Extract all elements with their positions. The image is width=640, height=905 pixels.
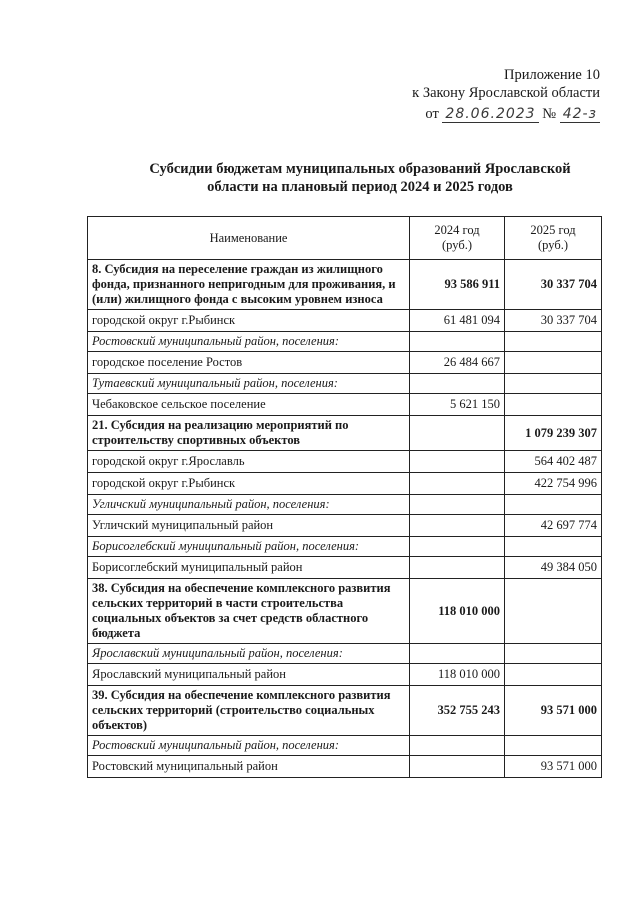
value-2024-cell: 26 484 667 (410, 352, 505, 374)
value-2024-cell: 118 010 000 (410, 579, 505, 644)
table-row (88, 557, 602, 579)
value-2025-cell (505, 374, 602, 394)
value-2024-cell (410, 332, 505, 352)
row-name-cell: Ростовский муниципальный район, поселения: (88, 736, 410, 756)
title-line-1: Субсидии бюджетам муниципальных образований Ярославской (149, 161, 571, 177)
value-2024-cell (410, 557, 505, 579)
value-2025-cell (505, 352, 602, 374)
row-name-cell: Чебаковское сельское поселение (88, 394, 410, 416)
table-row (88, 310, 602, 332)
handwritten-number: 42-з (560, 106, 600, 123)
row-name-cell: 21. Субсидия на реализацию мероприятий по строительству спортивных объектов (88, 416, 410, 451)
number-sign: № (542, 106, 557, 122)
appendix-header (412, 66, 600, 123)
value-2024-cell: 61 481 094 (410, 310, 505, 332)
row-name-cell: Угличский муниципальный район, поселения: (88, 495, 410, 515)
document-title (110, 160, 610, 196)
appendix-law-ref: к Закону Ярославской области (412, 85, 600, 101)
value-2024-cell: 118 010 000 (410, 664, 505, 686)
row-name-cell: Тутаевский муниципальный район, поселения: (88, 374, 410, 394)
table-header-row (88, 217, 602, 260)
value-2024-cell (410, 756, 505, 778)
value-2025-cell (505, 736, 602, 756)
table-subheader-row (88, 495, 602, 515)
value-2025-cell (505, 644, 602, 664)
value-2024-cell (410, 515, 505, 537)
value-2025-cell: 93 571 000 (505, 756, 602, 778)
value-2024-cell: 352 755 243 (410, 686, 505, 736)
value-2024-cell: 5 621 150 (410, 394, 505, 416)
table-section-row (88, 579, 602, 644)
row-name-cell: городской округ г.Ярославль (88, 451, 410, 473)
value-2025-cell: 422 754 996 (505, 473, 602, 495)
table-subheader-row (88, 332, 602, 352)
table-row (88, 394, 602, 416)
row-name-cell: городской округ г.Рыбинск (88, 473, 410, 495)
row-name-cell: Ростовский муниципальный район, поселения: (88, 332, 410, 352)
col-header-name: Наименование (88, 217, 410, 260)
col-header-2024: 2024 год (руб.) (410, 217, 505, 260)
row-name-cell: 8. Субсидия на переселение граждан из жилищного фонда, признанного непригодным для проживания, и (или) жилищного фонда с высоким уровнем износа (88, 260, 410, 310)
row-name-cell: Борисоглебский муниципальный район (88, 557, 410, 579)
value-2025-cell: 30 337 704 (505, 310, 602, 332)
value-2025-cell (505, 394, 602, 416)
table-row (88, 473, 602, 495)
value-2025-cell: 42 697 774 (505, 515, 602, 537)
value-2024-cell (410, 451, 505, 473)
appendix-number: Приложение 10 (504, 67, 600, 83)
value-2024-cell (410, 374, 505, 394)
row-name-cell: Борисоглебский муниципальный район, поселения: (88, 537, 410, 557)
table-row (88, 664, 602, 686)
value-2024-cell (410, 644, 505, 664)
table-row (88, 515, 602, 537)
table-body (88, 260, 602, 778)
value-2025-cell (505, 579, 602, 644)
table-section-row (88, 686, 602, 736)
appendix-date-line (412, 105, 600, 123)
value-2024-cell (410, 537, 505, 557)
value-2024-cell: 93 586 911 (410, 260, 505, 310)
title-line-2: области на плановый период 2024 и 2025 годов (207, 179, 513, 195)
value-2024-cell (410, 473, 505, 495)
row-name-cell: Ярославский муниципальный район (88, 664, 410, 686)
table-section-row (88, 260, 602, 310)
row-name-cell: 38. Субсидия на обеспечение комплексного развития сельских территорий в части строительства социальных объектов за счет средств областного бюджета (88, 579, 410, 644)
row-name-cell: городской округ г.Рыбинск (88, 310, 410, 332)
table-row (88, 451, 602, 473)
date-prefix: от (425, 106, 439, 122)
table-section-row (88, 416, 602, 451)
value-2024-cell (410, 416, 505, 451)
table-row (88, 352, 602, 374)
row-name-cell: 39. Субсидия на обеспечение комплексного развития сельских территорий (строительство социальных объектов) (88, 686, 410, 736)
value-2025-cell: 30 337 704 (505, 260, 602, 310)
table-subheader-row (88, 537, 602, 557)
table-row (88, 756, 602, 778)
col-header-2025: 2025 год (руб.) (505, 217, 602, 260)
handwritten-date: 28.06.2023 (442, 106, 538, 123)
table-subheader-row (88, 644, 602, 664)
value-2025-cell (505, 332, 602, 352)
value-2025-cell: 49 384 050 (505, 557, 602, 579)
value-2024-cell (410, 736, 505, 756)
value-2025-cell: 564 402 487 (505, 451, 602, 473)
value-2025-cell: 1 079 239 307 (505, 416, 602, 451)
row-name-cell: Ростовский муниципальный район (88, 756, 410, 778)
value-2024-cell (410, 495, 505, 515)
row-name-cell: городское поселение Ростов (88, 352, 410, 374)
table-subheader-row (88, 736, 602, 756)
value-2025-cell (505, 495, 602, 515)
value-2025-cell (505, 537, 602, 557)
table-subheader-row (88, 374, 602, 394)
row-name-cell: Ярославский муниципальный район, поселения: (88, 644, 410, 664)
value-2025-cell (505, 664, 602, 686)
row-name-cell: Угличский муниципальный район (88, 515, 410, 537)
subsidies-table (87, 216, 602, 778)
value-2025-cell: 93 571 000 (505, 686, 602, 736)
